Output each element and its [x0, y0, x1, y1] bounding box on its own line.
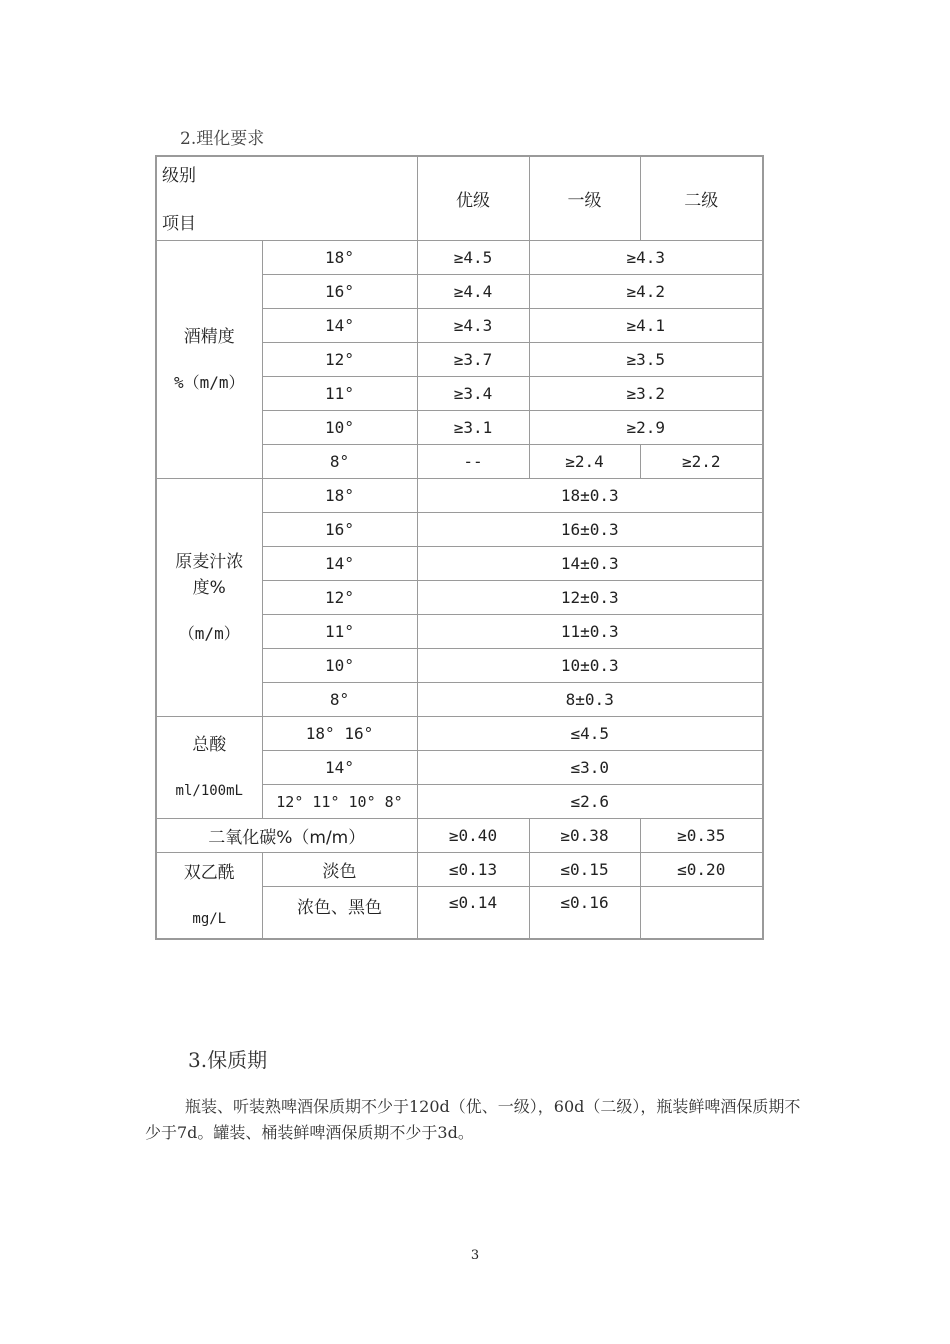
alcohol-degree: 18°: [262, 241, 417, 275]
table-row: [156, 819, 763, 853]
alcohol-grade-value: ≥3.5: [529, 343, 763, 377]
shelf-life-paragraph: [145, 1094, 813, 1146]
alcohol-first-value: ≥2.4: [529, 445, 640, 479]
co2-second-value: ≥0.35: [640, 819, 763, 853]
co2-first-value: ≥0.38: [529, 819, 640, 853]
acid-value: ≤2.6: [417, 785, 763, 819]
wort-unit: （m/m）: [178, 623, 240, 643]
header-second-grade: 二级: [640, 156, 763, 241]
alcohol-premium-value: ≥3.7: [417, 343, 529, 377]
alcohol-premium-value: ≥4.4: [417, 275, 529, 309]
alcohol-second-value: ≥2.2: [640, 445, 763, 479]
section-3-title: 3.保质期: [188, 1048, 268, 1072]
alcohol-grade-value: ≥3.2: [529, 377, 763, 411]
header-premium: 优级: [417, 156, 529, 241]
table-row: [156, 717, 763, 751]
acid-degree: 12° 11° 10° 8°: [262, 785, 417, 819]
alcohol-grade-value: ≥4.3: [529, 241, 763, 275]
wort-value: 18±0.3: [417, 479, 763, 513]
alcohol-premium-value: ≥3.1: [417, 411, 529, 445]
diacetyl-dark-label: 浓色、黑色: [262, 887, 417, 940]
wort-value: 16±0.3: [417, 513, 763, 547]
alcohol-degree: 8°: [262, 445, 417, 479]
alcohol-label: 酒精度: [183, 326, 235, 347]
alcohol-degree: 16°: [262, 275, 417, 309]
wort-value: 11±0.3: [417, 615, 763, 649]
wort-value: 12±0.3: [417, 581, 763, 615]
wort-degree: 11°: [262, 615, 417, 649]
diacetyl-light-premium: ≤0.13: [417, 853, 529, 887]
header-level-item-cell: [156, 156, 417, 241]
alcohol-grade-value: ≥4.2: [529, 275, 763, 309]
page-number: 3: [470, 1248, 480, 1263]
acid-degree: 18° 16°: [262, 717, 417, 751]
alcohol-premium-value: ≥4.5: [417, 241, 529, 275]
wort-label-cell: [156, 479, 262, 717]
header-item-label: 项目: [162, 213, 196, 234]
wort-degree: 10°: [262, 649, 417, 683]
alcohol-degree: 10°: [262, 411, 417, 445]
table-row: [156, 853, 763, 887]
wort-value: 10±0.3: [417, 649, 763, 683]
header-level-label: 级别: [162, 165, 196, 186]
diacetyl-dark-premium: ≤0.14: [417, 887, 529, 940]
table-row: [156, 479, 763, 513]
diacetyl-label: 双乙酰: [183, 862, 235, 883]
diacetyl-dark-first: ≤0.16: [529, 887, 640, 940]
diacetyl-light-second: ≤0.20: [640, 853, 763, 887]
alcohol-premium-value: --: [417, 445, 529, 479]
wort-value: 8±0.3: [417, 683, 763, 717]
co2-label: 二氧化碳%（m/m）: [156, 819, 417, 853]
physicochemical-table: [155, 155, 764, 940]
diacetyl-light-first: ≤0.15: [529, 853, 640, 887]
header-first-grade: 一级: [529, 156, 640, 241]
diacetyl-label-cell: [156, 853, 262, 940]
alcohol-premium-value: ≥4.3: [417, 309, 529, 343]
diacetyl-unit: mg/L: [192, 910, 227, 927]
wort-degree: 8°: [262, 683, 417, 717]
alcohol-degree: 11°: [262, 377, 417, 411]
table-header-row: [156, 156, 763, 241]
alcohol-premium-value: ≥3.4: [417, 377, 529, 411]
acid-unit: ml/100mL: [175, 782, 243, 799]
section-2-title: 2.理化要求: [180, 129, 265, 149]
wort-label-line1: 原麦汁浓: [175, 551, 244, 572]
wort-degree: 14°: [262, 547, 417, 581]
alcohol-grade-value: ≥2.9: [529, 411, 763, 445]
wort-degree: 12°: [262, 581, 417, 615]
acid-value: ≤3.0: [417, 751, 763, 785]
co2-premium-value: ≥0.40: [417, 819, 529, 853]
alcohol-degree: 14°: [262, 309, 417, 343]
diacetyl-dark-second: [640, 887, 763, 940]
table-row: [156, 241, 763, 275]
acid-degree: 14°: [262, 751, 417, 785]
wort-label-line2: 度%: [192, 577, 226, 598]
alcohol-degree: 12°: [262, 343, 417, 377]
wort-degree: 16°: [262, 513, 417, 547]
acid-value: ≤4.5: [417, 717, 763, 751]
alcohol-unit: %（m/m）: [173, 372, 245, 392]
alcohol-grade-value: ≥4.1: [529, 309, 763, 343]
wort-degree: 18°: [262, 479, 417, 513]
acid-label-cell: [156, 717, 262, 819]
shelf-life-text: 瓶装、听装熟啤酒保质期不少于120d（优、一级），60d（二级），瓶装鲜啤酒保质期不少于7d。罐装、桶装鲜啤酒保质期不少于3d。: [145, 1097, 801, 1142]
wort-value: 14±0.3: [417, 547, 763, 581]
alcohol-label-cell: [156, 241, 262, 479]
diacetyl-light-label: 淡色: [262, 853, 417, 887]
acid-label: 总酸: [192, 734, 227, 755]
